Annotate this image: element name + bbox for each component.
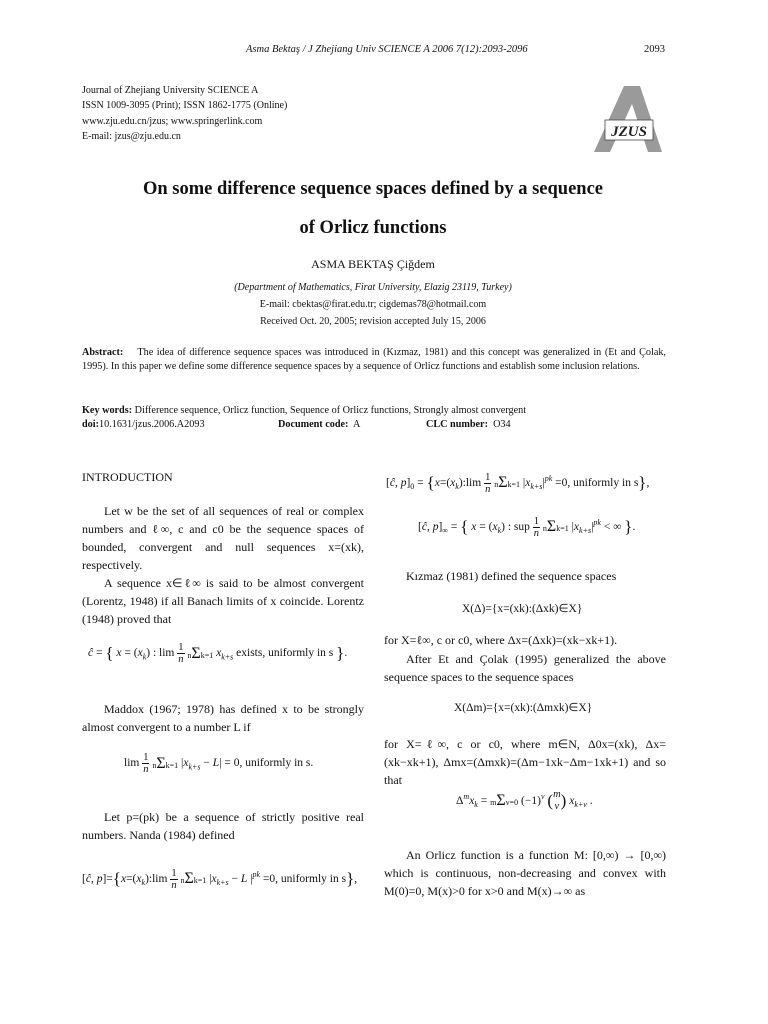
abstract-label: Abstract: bbox=[82, 347, 124, 358]
equation-et-colak-space: X(Δm)={x=(xk):(Δmxk)∈X} bbox=[454, 702, 593, 714]
right-paragraph-1: Kızmaz (1981) defined the sequence spaces bbox=[406, 569, 617, 583]
clc-label: CLC number: bbox=[426, 419, 488, 430]
received-date: Received Oct. 20, 2005; revision accepted July 15, 2006 bbox=[260, 316, 486, 327]
equation-a-tail: =0, uniformly in s bbox=[555, 476, 639, 489]
document-code-label: Document code: bbox=[278, 419, 349, 430]
title-line-1: On some difference sequence spaces defined by a sequence bbox=[142, 179, 604, 199]
right-paragraph-3: After Et and Çolak (1995) generalized the above sequence spaces to the sequence spaces bbox=[384, 652, 666, 684]
equation-nanda-bounded-space: [ĉ, $p]_\infty$ = { $x = (x_k)$ : sup $\frac{1}{n}$ nΣk=1 $|x_{k+s}|^{pk}$ < ∞ }. bbox=[418, 515, 636, 539]
keywords-label: Key words: bbox=[82, 405, 133, 416]
abstract-text: The idea of difference sequence spaces was introduced in (Kızmaz, 1981) and this concept was generalized in (Et and Çolak, 1995). In this paper we define some difference sequence spaces by a sequence of Orlicz functions and establish some inclusion relations. bbox=[82, 347, 666, 373]
right-paragraph-2: for X=ℓ∞, c or c0, where Δx=(Δxk)=(xk−xk+1). bbox=[384, 633, 618, 647]
running-head-text: Asma Bektaş / J Zhejiang Univ SCIENCE A 2006 7(12):2093-2096 bbox=[246, 44, 528, 55]
right-paragraph-5: An Orlicz function is a function M: [0,∞) → [0,∞) which is continuous, non-decreasing and convex with M(0)=0, M(x)>0 for x>0 and M(x)→∞ as bbox=[384, 848, 666, 898]
equation-almost-convergent: ĉ = { $x = (x_k)$ : lim $\frac{1}{n}$ nΣk=1 $x_{k+s}$ exists, uniformly in s }. bbox=[88, 642, 348, 665]
equation-3-tail: =0, uniformly in s bbox=[262, 872, 347, 885]
journal-website: www.zju.edu.cn/jzus; www.springerlink.com bbox=[82, 115, 263, 127]
right-paragraph-4: for X=ℓ∞, c or c0, where m∈N, Δ0x=(xk), Δx=(xk−xk+1), Δmx=(Δmxk)=(Δm−1xk−Δm−1xk+1) and so that bbox=[384, 737, 666, 787]
keywords-block bbox=[82, 404, 682, 432]
equation-2-tail: = 0, uniformly in s. bbox=[224, 757, 314, 770]
document-code-value: A bbox=[352, 419, 361, 430]
author-name: ASMA BEKTAŞ Çiğdem bbox=[311, 257, 435, 271]
page-number: 2093 bbox=[644, 44, 665, 55]
journal-info bbox=[82, 83, 287, 144]
intro-paragraph-1: Let w be the set of all sequences of real or complex numbers and ℓ∞, c and c0 be the sequence spaces of bounded, convergent and null sequences x=(xk), respectively. bbox=[82, 504, 364, 572]
logo-text: JZUS bbox=[611, 124, 647, 140]
equation-strongly-almost-convergent: lim $\frac{1}{n}$ nΣk=1 $|x_{k+s} - L| = 0$, uniformly in s. bbox=[124, 752, 314, 775]
equation-nanda-zero-space: [ĉ, $p]_0$ = {$x=(x_k):\lim$ $\frac{1}{n}$ nΣk=1 $|x_{k+s}|^{pk} =0$, uniformly in s}, bbox=[386, 471, 650, 495]
intro-paragraph-4: Let p=(pk) be a sequence of strictly positive real numbers. Nanda (1984) defined bbox=[82, 810, 364, 842]
section-heading-introduction: INTRODUCTION bbox=[82, 470, 173, 484]
title-line-2: of Orlicz functions bbox=[299, 218, 447, 238]
intro-paragraph-2: A sequence x∈ℓ∞ is said to be almost convergent (Lorentz, 1948) if all Banach limits of x coincide. Lorentz (1948) proved that bbox=[82, 576, 364, 626]
doi-label: doi: bbox=[82, 419, 99, 430]
jzus-logo bbox=[588, 80, 666, 158]
journal-issn: ISSN 1009-3095 (Print); ISSN 1862-1775 (Online) bbox=[82, 100, 288, 112]
doi-value: 10.1631/jzus.2006.A2093 bbox=[98, 419, 205, 430]
abstract bbox=[82, 346, 666, 374]
paper-title bbox=[0, 170, 746, 248]
affiliation-block bbox=[0, 279, 746, 330]
author-email: E-mail: cbektas@firat.edu.tr; cigdemas78@hotmail.com bbox=[259, 299, 487, 310]
journal-name: Journal of Zhejiang University SCIENCE A bbox=[82, 85, 259, 96]
intro-paragraph-3: Maddox (1967; 1978) has defined x to be strongly almost convergent to a number L if bbox=[82, 702, 364, 734]
equation-b-tail: < ∞ bbox=[603, 520, 622, 533]
equation-difference-operator: $\Delta^mx_k = m\Sigma v=0$ $(-1)^v$ ( m v ) $x_{k+v}$ . bbox=[456, 789, 593, 813]
journal-email: E-mail: jzus@zju.edu.cn bbox=[82, 130, 181, 142]
affiliation: (Department of Mathematics, Firat University, Elazig 23119, Turkey) bbox=[234, 282, 512, 293]
clc-value: O34 bbox=[493, 419, 511, 430]
equation-1-tail: exists, uniformly in s bbox=[236, 647, 334, 660]
equation-nanda-space: [ĉ, $p]=\{x=(x_k):\lim$ $\frac{1}{n}$ nΣk=1 $|x_{k+s} - L$ $|^{pk} =0$, uniformly in s}, bbox=[82, 867, 358, 891]
keywords-text: Difference sequence, Orlicz function, Sequence of Orlicz functions, Strongly almost convergent bbox=[134, 405, 527, 416]
equation-kizmaz-space: X(Δ)={x=(xk):(Δxk)∈X} bbox=[462, 603, 583, 615]
